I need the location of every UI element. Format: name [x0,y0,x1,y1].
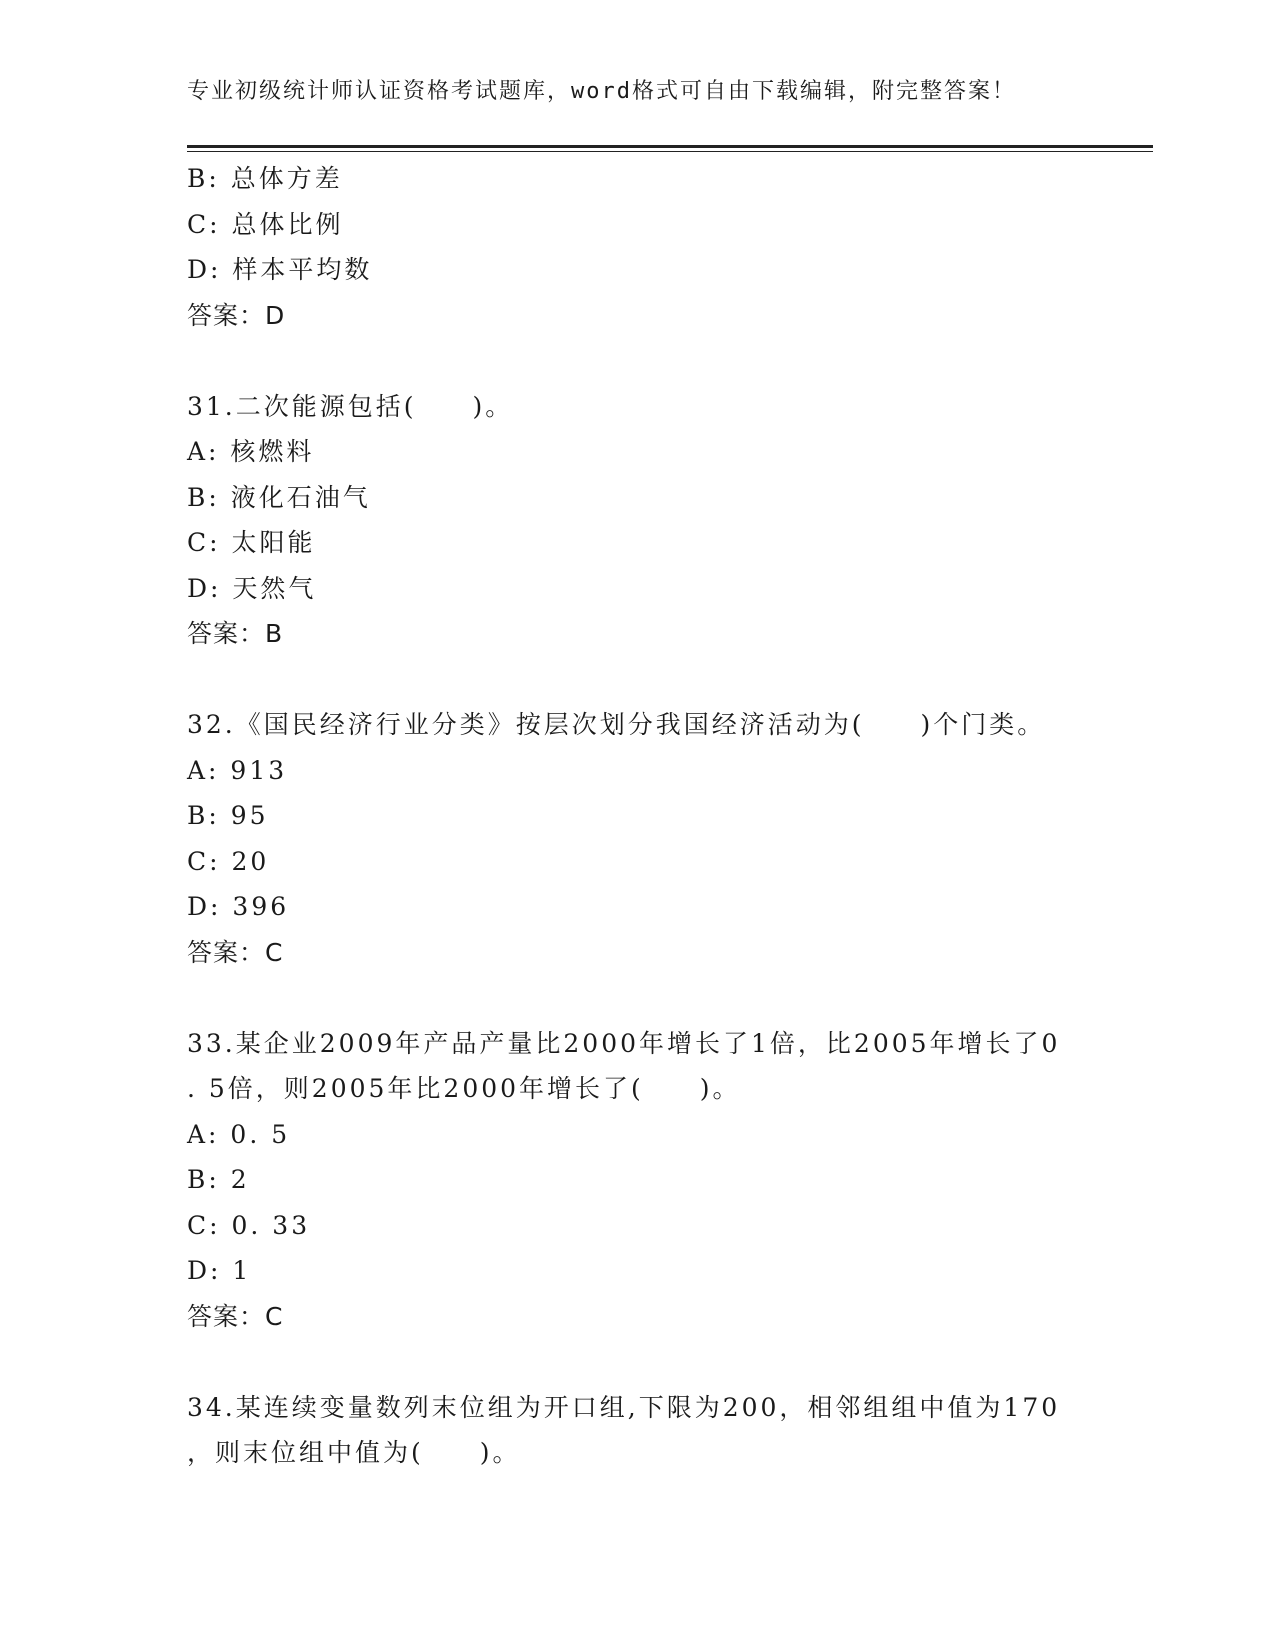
option-b: B: 总体方差 [187,164,343,193]
option-c: C: 太阳能 [187,528,316,557]
option-a: A: 核燃料 [187,437,315,466]
header-rule-thin [187,151,1153,152]
question-34 [187,1385,1087,1476]
option-c: C: 20 [187,846,270,876]
option-b: B: 2 [187,1165,250,1194]
option-a: A: 913 [187,755,288,785]
question-stem-continued: . 5倍，则2005年比2000年增长了( )。 [187,1074,741,1103]
question-list [187,156,1087,1476]
answer: 答案：B [187,619,284,648]
question-stem: 31.二次能源包括( )。 [187,391,514,421]
option-d: D: 396 [187,892,290,921]
question-stem: 33.某企业2009年产品产量比2000年增长了1倍，比2005年增长了0 [187,1028,1061,1058]
option-a: A: 0. 5 [187,1119,291,1149]
answer: 答案：D [187,300,286,330]
question-stem: 32.《国民经济行业分类》按层次划分我国经济活动为( )个门类。 [187,710,1046,739]
question-stem: 34.某连续变量数列末位组为开口组,下限为200，相邻组组中值为170 [187,1392,1061,1422]
question-32 [187,702,1087,975]
option-d: D: 1 [187,1256,252,1285]
option-b: B: 液化石油气 [187,482,371,512]
question-stem-continued: ，则末位组中值为( )。 [187,1438,521,1467]
option-b: B: 95 [187,801,269,830]
question-30-continued [187,156,1087,338]
answer: 答案：C [187,1301,284,1331]
option-d: D: 天然气 [187,573,317,603]
answer: 答案：C [187,937,284,967]
question-31 [187,384,1087,657]
option-c: C: 0. 33 [187,1210,311,1240]
header-rule-thick [187,145,1153,148]
option-c: C: 总体比例 [187,209,344,239]
page-header: 专业初级统计师认证资格考试题库，word格式可自由下载编辑，附完整答案！ [187,79,1016,104]
question-33 [187,1021,1087,1340]
option-d: D: 样本平均数 [187,255,373,284]
